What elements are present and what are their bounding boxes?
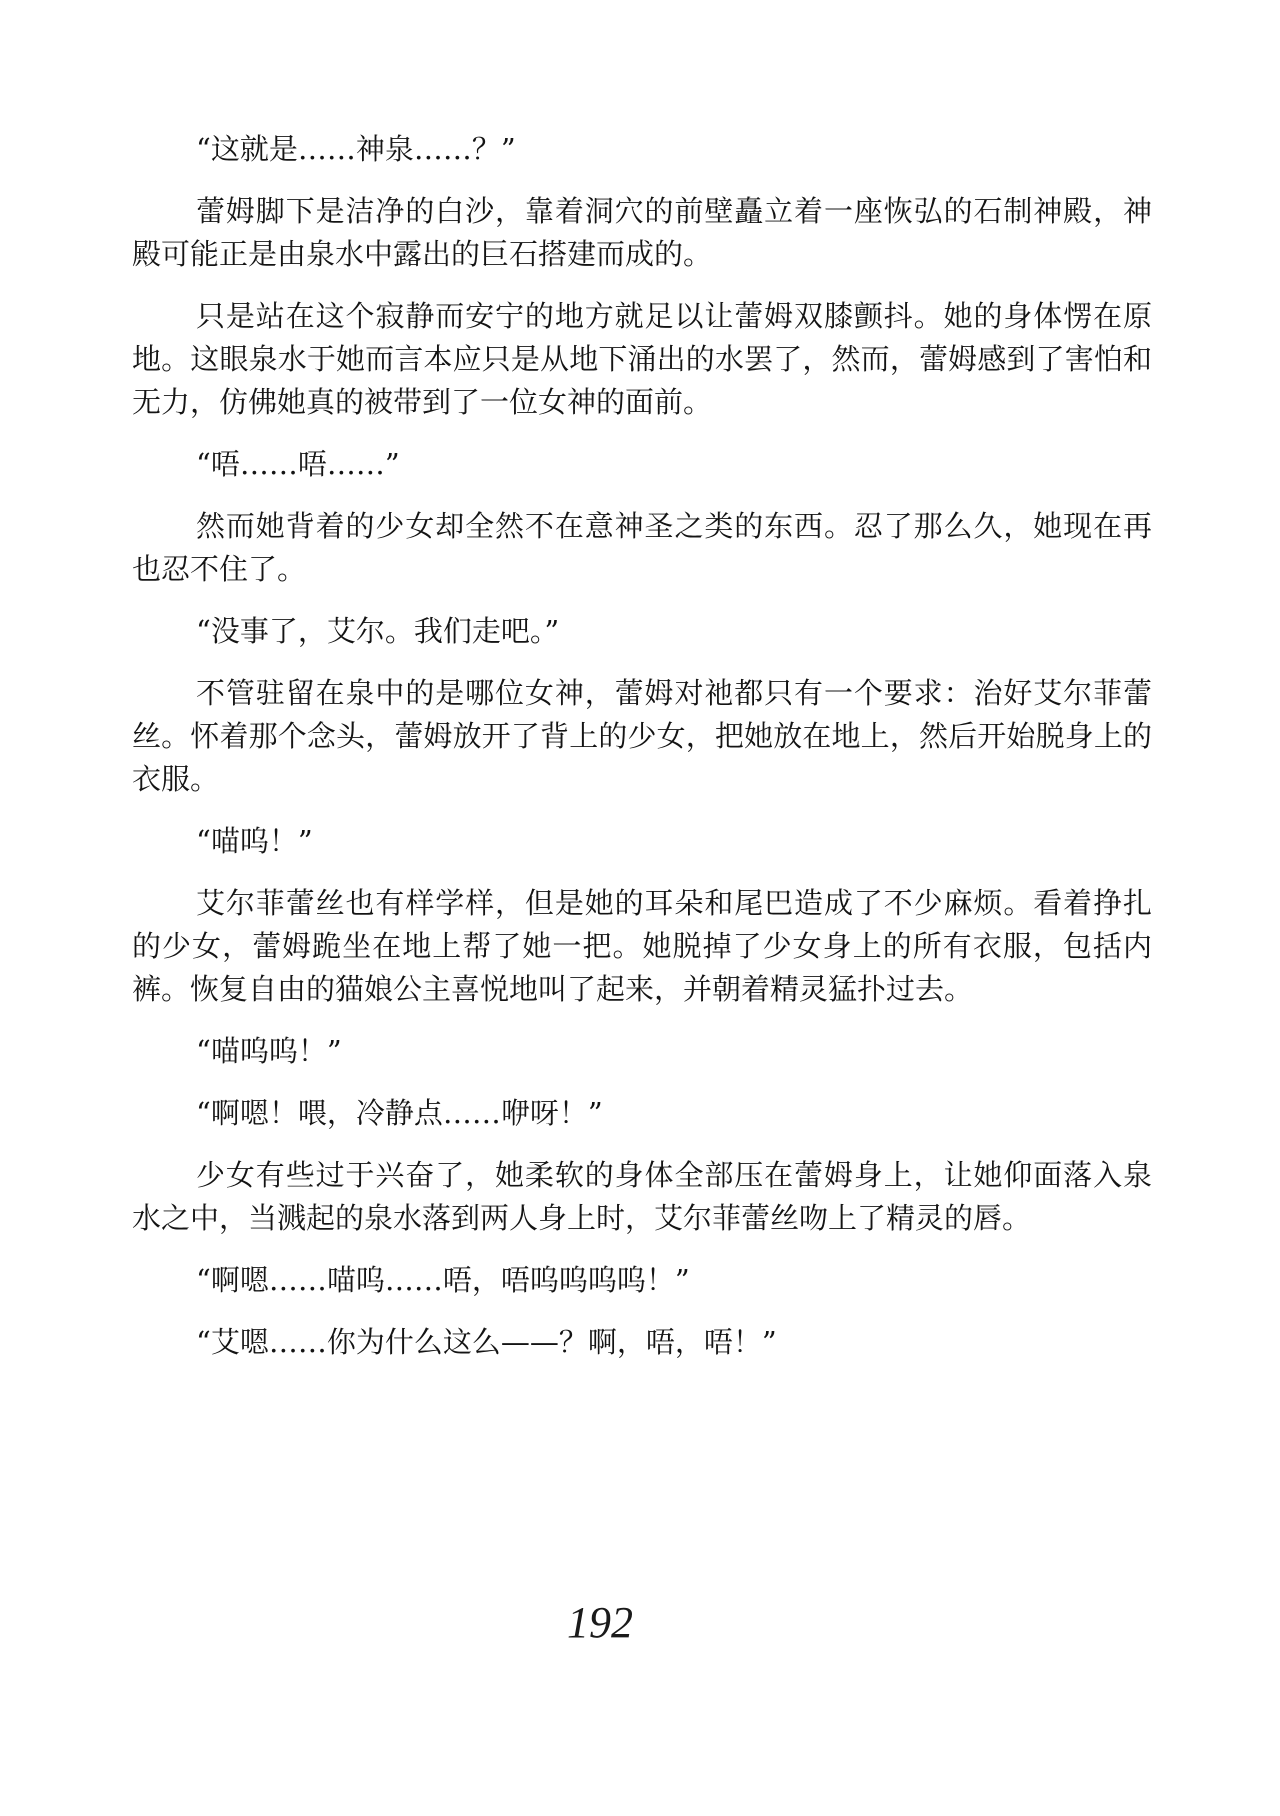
paragraph: “喵呜呜！” — [196, 1034, 342, 1068]
paragraph: “艾嗯……你为什么这么——？啊，唔，唔！” — [196, 1325, 777, 1359]
paragraph: “啊嗯……喵呜……唔，唔呜呜呜呜！” — [196, 1263, 690, 1297]
paragraph: “唔……唔……” — [196, 447, 400, 481]
paragraph: 然而她背着的少女却全然不在意神圣之类的东西。忍了那么久，她现在再也忍不住了。 — [132, 509, 1152, 586]
page-number: 192 — [567, 1598, 633, 1647]
paragraph: 少女有些过于兴奋了，她柔软的身体全部压在蕾姆身上，让她仰面落入泉水之中，当溅起的泉水落到两人身上时，艾尔菲蕾丝吻上了精灵的唇。 — [132, 1158, 1152, 1235]
paragraph: 不管驻留在泉中的是哪位女神，蕾姆对祂都只有一个要求：治好艾尔菲蕾丝。怀着那个念头，蕾姆放开了背上的少女，把她放在地上，然后开始脱身上的衣服。 — [132, 676, 1152, 796]
paragraph: “啊嗯！喂，冷静点……咿呀！” — [196, 1096, 603, 1130]
paragraph: “喵呜！” — [196, 824, 313, 858]
paragraph: “这就是……神泉……？” — [196, 132, 516, 166]
paragraph: 艾尔菲蕾丝也有样学样，但是她的耳朵和尾巴造成了不少麻烦。看着挣扎的少女，蕾姆跪坐在地上帮了她一把。她脱掉了少女身上的所有衣服，包括内裤。恢复自由的猫娘公主喜悦地叫了起来，并朝着精灵猛扑过去。 — [132, 886, 1152, 1006]
paragraph: 蕾姆脚下是洁净的白沙，靠着洞穴的前壁矗立着一座恢弘的石制神殿，神殿可能正是由泉水中露出的巨石搭建而成的。 — [132, 194, 1152, 271]
paragraph: “没事了，艾尔。我们走吧。” — [196, 614, 560, 648]
body-text — [132, 128, 1152, 1383]
paragraph: 只是站在这个寂静而安宁的地方就足以让蕾姆双膝颤抖。她的身体愣在原地。这眼泉水于她而言本应只是从地下涌出的水罢了，然而，蕾姆感到了害怕和无力，仿佛她真的被带到了一位女神的面前。 — [132, 299, 1152, 419]
